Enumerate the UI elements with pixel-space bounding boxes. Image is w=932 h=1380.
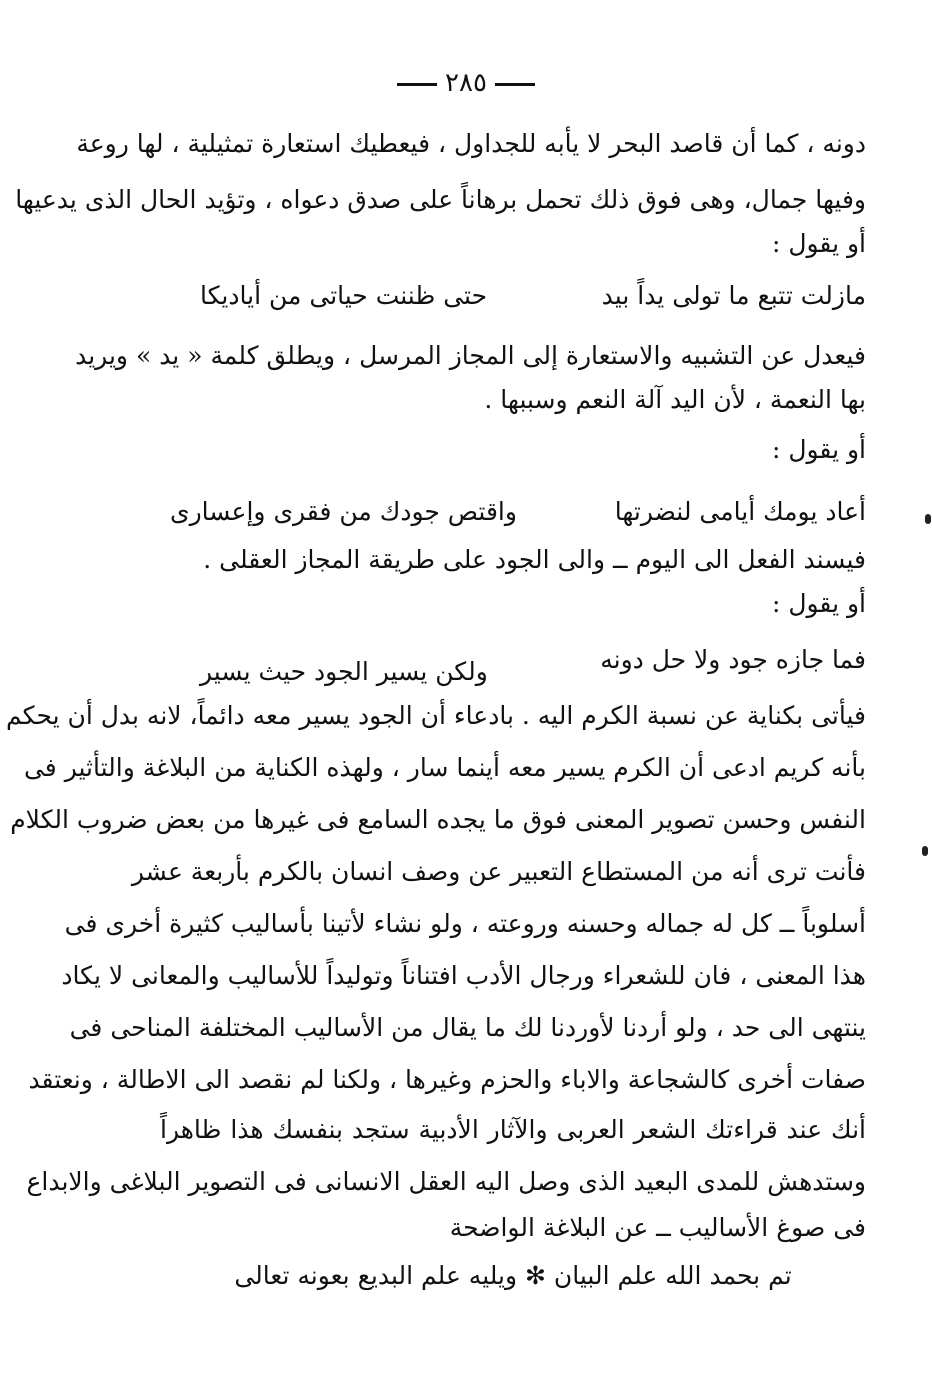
text-line: وفيها جمال، وهى فوق ذلك تحمل برهاناً على صدق دعواه ، وتؤيد الحال الذى يدعيها xyxy=(15,185,866,214)
text-line: النفس وحسن تصوير المعنى فوق ما يجده السامع فى غيرها من بعض ضروب الكلام xyxy=(10,805,866,834)
text-line: فى صوغ الأساليب ــ عن البلاغة الواضحة xyxy=(449,1213,866,1242)
margin-mark xyxy=(925,514,931,524)
text-line: بها النعمة ، لأن اليد آلة النعم وسببها . xyxy=(484,385,866,414)
text-line: دونه ، كما أن قاصد البحر لا يأبه للجداول ، فيعطيك استعارة تمثيلية ، لها روعة xyxy=(76,129,866,158)
verse-1-right-hemistich: مازلت تتبع ما تولى يداً بيد xyxy=(601,281,866,310)
text-line: بأنه كريم ادعى أن الكرم يسير معه أينما سار ، ولهذه الكناية من البلاغة والتأثير فى xyxy=(23,753,866,782)
text-line: أو يقول : xyxy=(771,589,866,618)
verse-1-left-hemistich: حتى ظننت حياتى من أياديكا xyxy=(200,281,488,310)
text-line: أو يقول : xyxy=(771,229,866,258)
text-line: فيسند الفعل الى اليوم ــ والى الجود على طريقة المجاز العقلى . xyxy=(203,545,866,574)
verse-2-right-hemistich: أعاد يومك أيامى لنضرتها xyxy=(614,497,866,526)
text-line: وستدهش للمدى البعيد الذى وصل اليه العقل الانسانى فى التصوير البلاغى والابداع xyxy=(26,1167,866,1196)
text-line: صفات أخرى كالشجاعة والاباء والحزم وغيرها ، ولكنا لم نقصد الى الاطالة ، ونعتقد xyxy=(28,1065,866,1094)
text-line: فأنت ترى أنه من المستطاع التعبير عن وصف انسان بالكرم بأربعة عشر xyxy=(131,857,866,886)
text-line: أسلوباً ــ كل له جماله وحسنه وروعته ، ولو نشاء لأتينا بأساليب كثيرة أخرى فى xyxy=(64,909,866,938)
text-line: أو يقول : xyxy=(771,435,866,464)
text-line: ينتهى الى حد ، ولو أردنا لأوردنا لك ما يقال من الأساليب المختلفة المناحى فى xyxy=(69,1013,866,1042)
margin-mark xyxy=(922,846,928,856)
text-line: فيعدل عن التشبيه والاستعارة إلى المجاز المرسل ، ويطلق كلمة « يد » ويريد xyxy=(75,341,866,370)
text-line: هذا المعنى ، فان للشعراء ورجال الأدب افتناناً وتوليداً للأساليب والمعانى لا يكاد xyxy=(61,961,866,990)
text-line: فيأتى بكناية عن نسبة الكرم اليه . بادعاء أن الجود يسير معه دائماً، لانه بدل أن يحكم xyxy=(6,701,866,730)
verse-2-left-hemistich: واقتص جودك من فقرى وإعسارى xyxy=(170,497,517,526)
header-dash-right xyxy=(495,83,535,86)
page-header xyxy=(0,68,932,98)
verse-3-right-hemistich: فما جازه جود ولا حل دونه xyxy=(600,645,866,674)
header-dash-left xyxy=(397,83,437,86)
page-number: ٢٨٥ xyxy=(445,68,487,98)
closing-line: تم بحمد الله علم البيان ✻ ويليه علم البديع بعونه تعالى xyxy=(234,1261,792,1290)
verse-3-left-hemistich: ولكن يسير الجود حيث يسير xyxy=(200,657,488,686)
text-line: أنك عند قراءتك الشعر العربى والآثار الأدبية ستجد بنفسك هذا ظاهراً xyxy=(160,1115,866,1144)
